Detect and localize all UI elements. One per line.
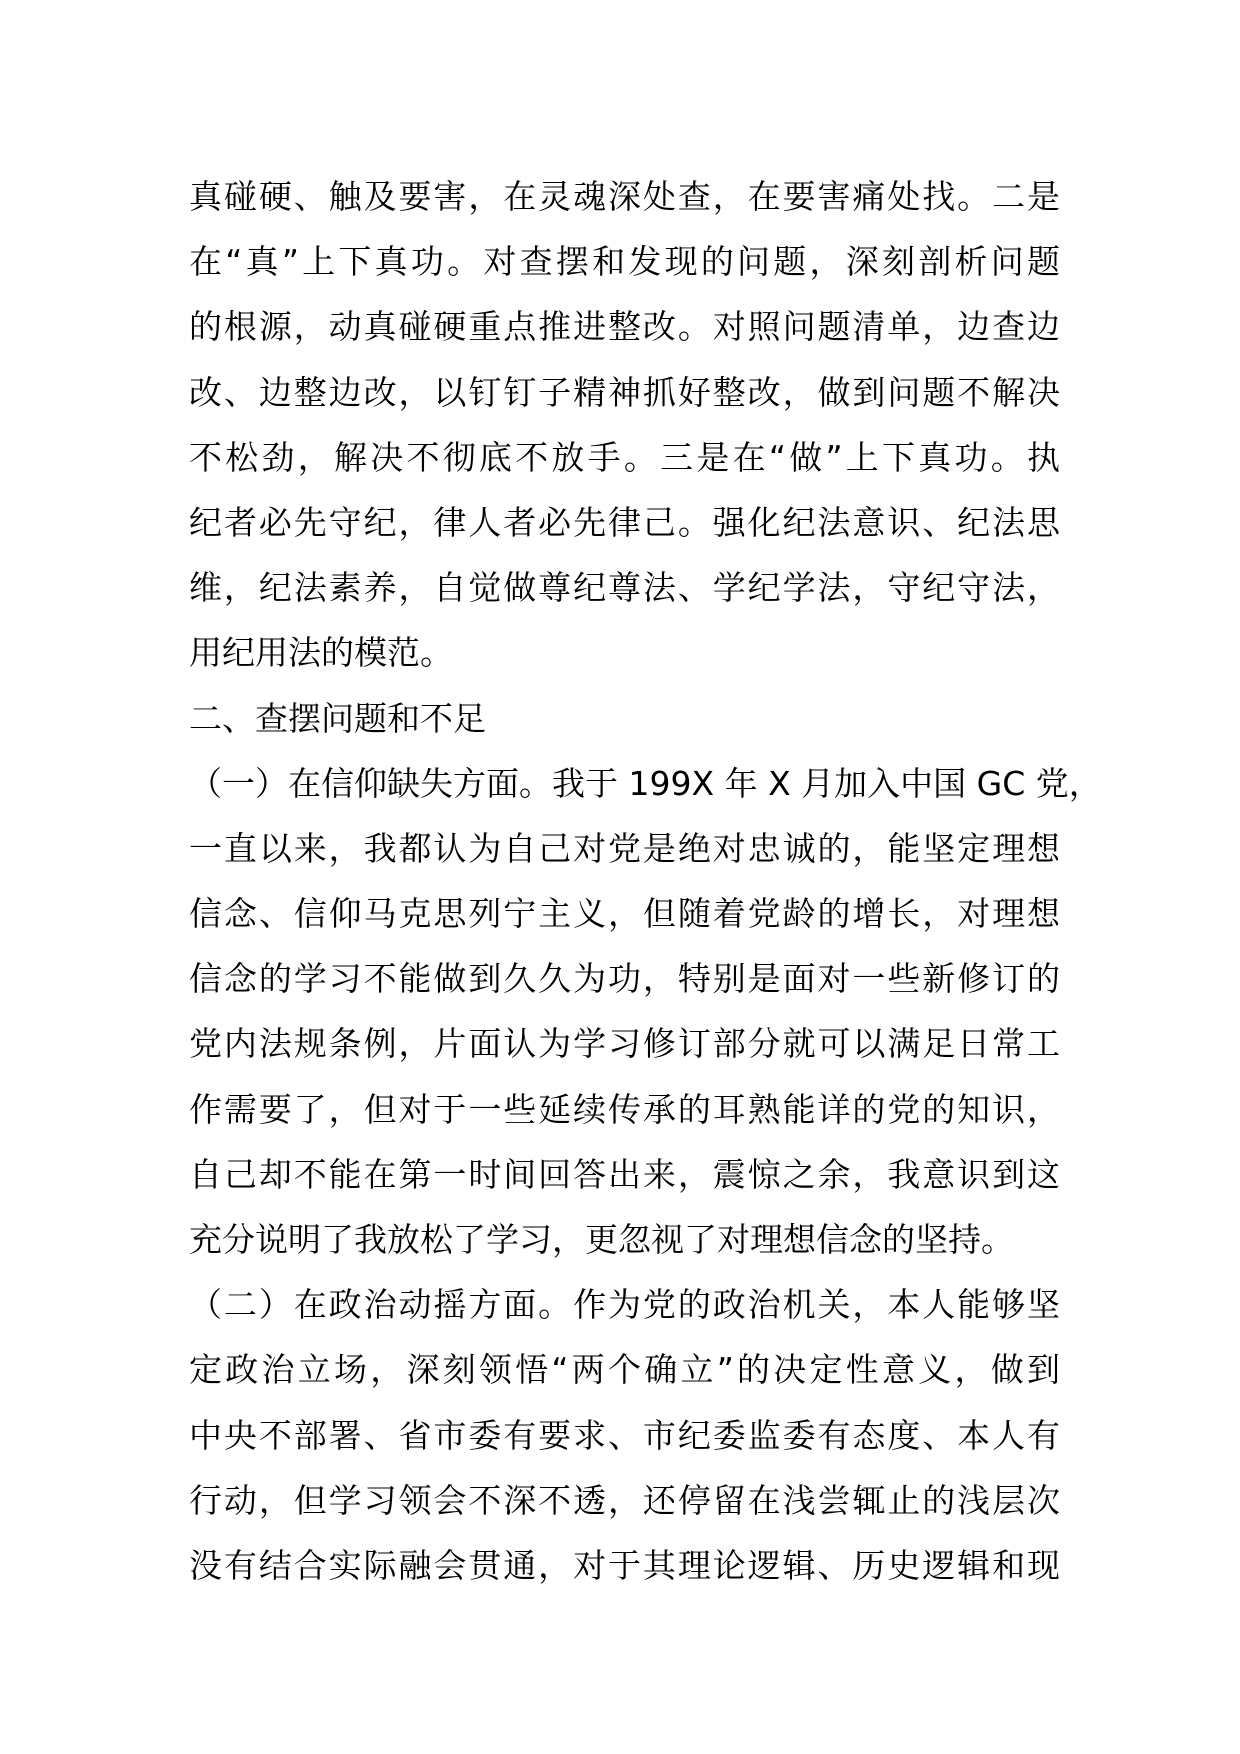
- text-line: 真碰硬、触及要害，在灵魂深处查，在要害痛处找。二是: [189, 177, 1060, 216]
- text-line: 不松劲，解决不彻底不放手。三是在“做”上下真功。执: [189, 437, 1060, 477]
- text-line: 作需要了，但对于一些延续传承的耳熟能详的党的知识，: [189, 1089, 1060, 1129]
- text-line: 信念的学习不能做到久久为功，特别是面对一些新修订的: [189, 959, 1060, 999]
- text-line: 在“真”上下真功。对查摆和发现的问题，深刻剖析问题: [189, 242, 1060, 282]
- text-line: 定政治立场，深刻领悟“两个确立”的决定性意义，做到: [189, 1350, 1060, 1390]
- text-line: 的根源，动真碰硬重点推进整改。对照问题清单，边查边: [189, 307, 1060, 347]
- text-line: （一）在信仰缺失方面。我于 199X 年 X 月加入中国 GC 党，: [189, 763, 1102, 803]
- text-line: （二）在政治动摇方面。作为党的政治机关，本人能够坚: [189, 1285, 1060, 1325]
- text-line: 自己却不能在第一时间回答出来，震惊之余，我意识到这: [189, 1154, 1060, 1194]
- text-line: 充分说明了我放松了学习，更忽视了对理想信念的坚持。: [189, 1220, 1014, 1259]
- text-line: 中央不部署、省市委有要求、市纪委监委有态度、本人有: [189, 1415, 1060, 1455]
- text-line: 用纪用法的模范。: [189, 633, 453, 673]
- text-line: 改、边整边改，以钉钉子精神抓好整改，做到问题不解决: [189, 372, 1060, 412]
- text-line: 纪者必先守纪，律人者必先律己。强化纪法意识、纪法思: [189, 502, 1060, 542]
- text-line: 维，纪法素养，自觉做尊纪尊法、学纪学法，守纪守法，: [189, 568, 1060, 608]
- text-line: 没有结合实际融会贯通，对于其理论逻辑、历史逻辑和现: [189, 1545, 1060, 1585]
- text-line: 信念、信仰马克思列宁主义，但随着党龄的增长，对理想: [189, 894, 1060, 934]
- document-body: [189, 164, 1102, 1598]
- text-line: 党内法规条例，片面认为学习修订部分就可以满足日常工: [189, 1024, 1060, 1064]
- text-line: 行动，但学习领会不深不透，还停留在浅尝辄止的浅层次: [189, 1480, 1060, 1520]
- text-line: 一直以来，我都认为自己对党是绝对忠诚的，能坚定理想: [189, 828, 1060, 868]
- section-heading: 二、查摆问题和不足: [189, 698, 486, 738]
